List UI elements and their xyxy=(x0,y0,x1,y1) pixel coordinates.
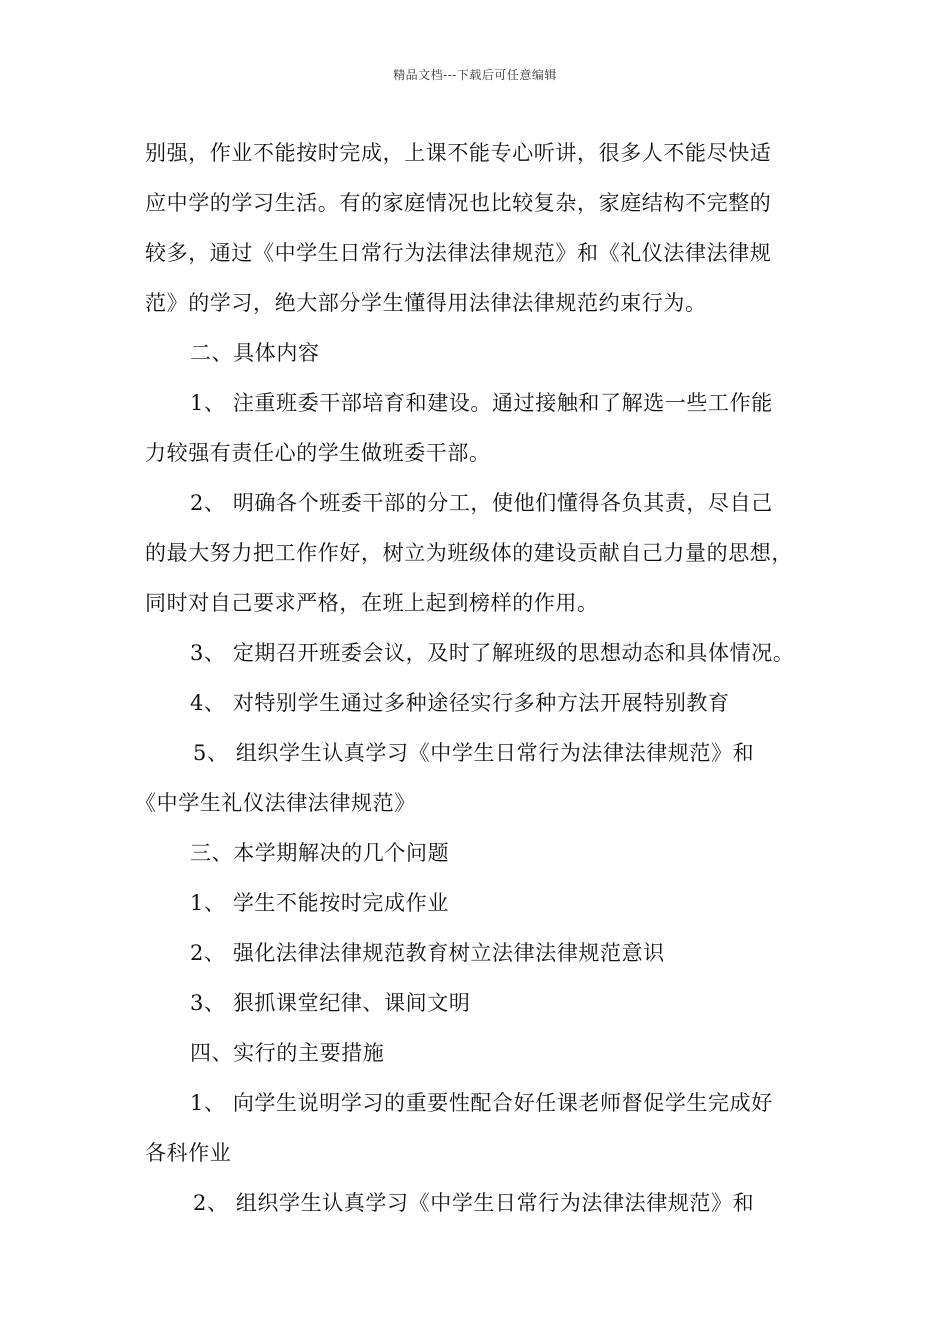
body-line: 的最大努力把工作作好，树立为班级体的建设贡献自己力量的思想， xyxy=(145,541,793,565)
body-line: 《中学生礼仪法律法律规范》 xyxy=(135,791,416,815)
section-heading: 三、本学期解决的几个问题 xyxy=(190,841,450,865)
body-line: 3、 狠抓课堂纪律、课间文明 xyxy=(190,991,471,1015)
body-line: 范》的学习，绝大部分学生懂得用法律法律规范约束行为。 xyxy=(145,291,707,315)
body-line: 4、 对特别学生通过多种途径实行多种方法开展特别教育 xyxy=(190,691,730,715)
body-line: 2、 明确各个班委干部的分工，使他们懂得各负其责，尽自己 xyxy=(190,491,773,515)
body-line: 同时对自己要求严格，在班上起到榜样的作用。 xyxy=(145,591,599,615)
body-line: 1、 向学生说明学习的重要性配合好任课老师督促学生完成好 xyxy=(190,1091,773,1115)
body-line: 2、 强化法律法律规范教育树立法律法律规范意识 xyxy=(190,941,665,965)
section-heading: 二、具体内容 xyxy=(190,341,320,365)
body-line: 较多，通过《中学生日常行为法律法律规范》和《礼仪法律法律规 xyxy=(145,241,772,265)
body-line: 应中学的学习生活。有的家庭情况也比较复杂，家庭结构不完整的 xyxy=(145,191,772,215)
section-heading: 四、实行的主要措施 xyxy=(190,1041,385,1065)
body-line: 2、 组织学生认真学习《中学生日常行为法律法律规范》和 xyxy=(193,1191,755,1215)
body-line: 5、 组织学生认真学习《中学生日常行为法律法律规范》和 xyxy=(193,741,755,765)
body-line: 别强，作业不能按时完成，上课不能专心听讲，很多人不能尽快适 xyxy=(145,141,772,165)
body-line: 3、 定期召开班委会议，及时了解班级的思想动态和具体情况。 xyxy=(190,641,795,665)
body-line: 1、 学生不能按时完成作业 xyxy=(190,891,449,915)
body-line: 力较强有责任心的学生做班委干部。 xyxy=(145,441,491,465)
body-line: 1、 注重班委干部培育和建设。通过接触和了解选一些工作能 xyxy=(190,391,773,415)
page-header: 精品文档---下载后可任意编辑 xyxy=(393,68,557,82)
body-line: 各科作业 xyxy=(145,1141,232,1165)
